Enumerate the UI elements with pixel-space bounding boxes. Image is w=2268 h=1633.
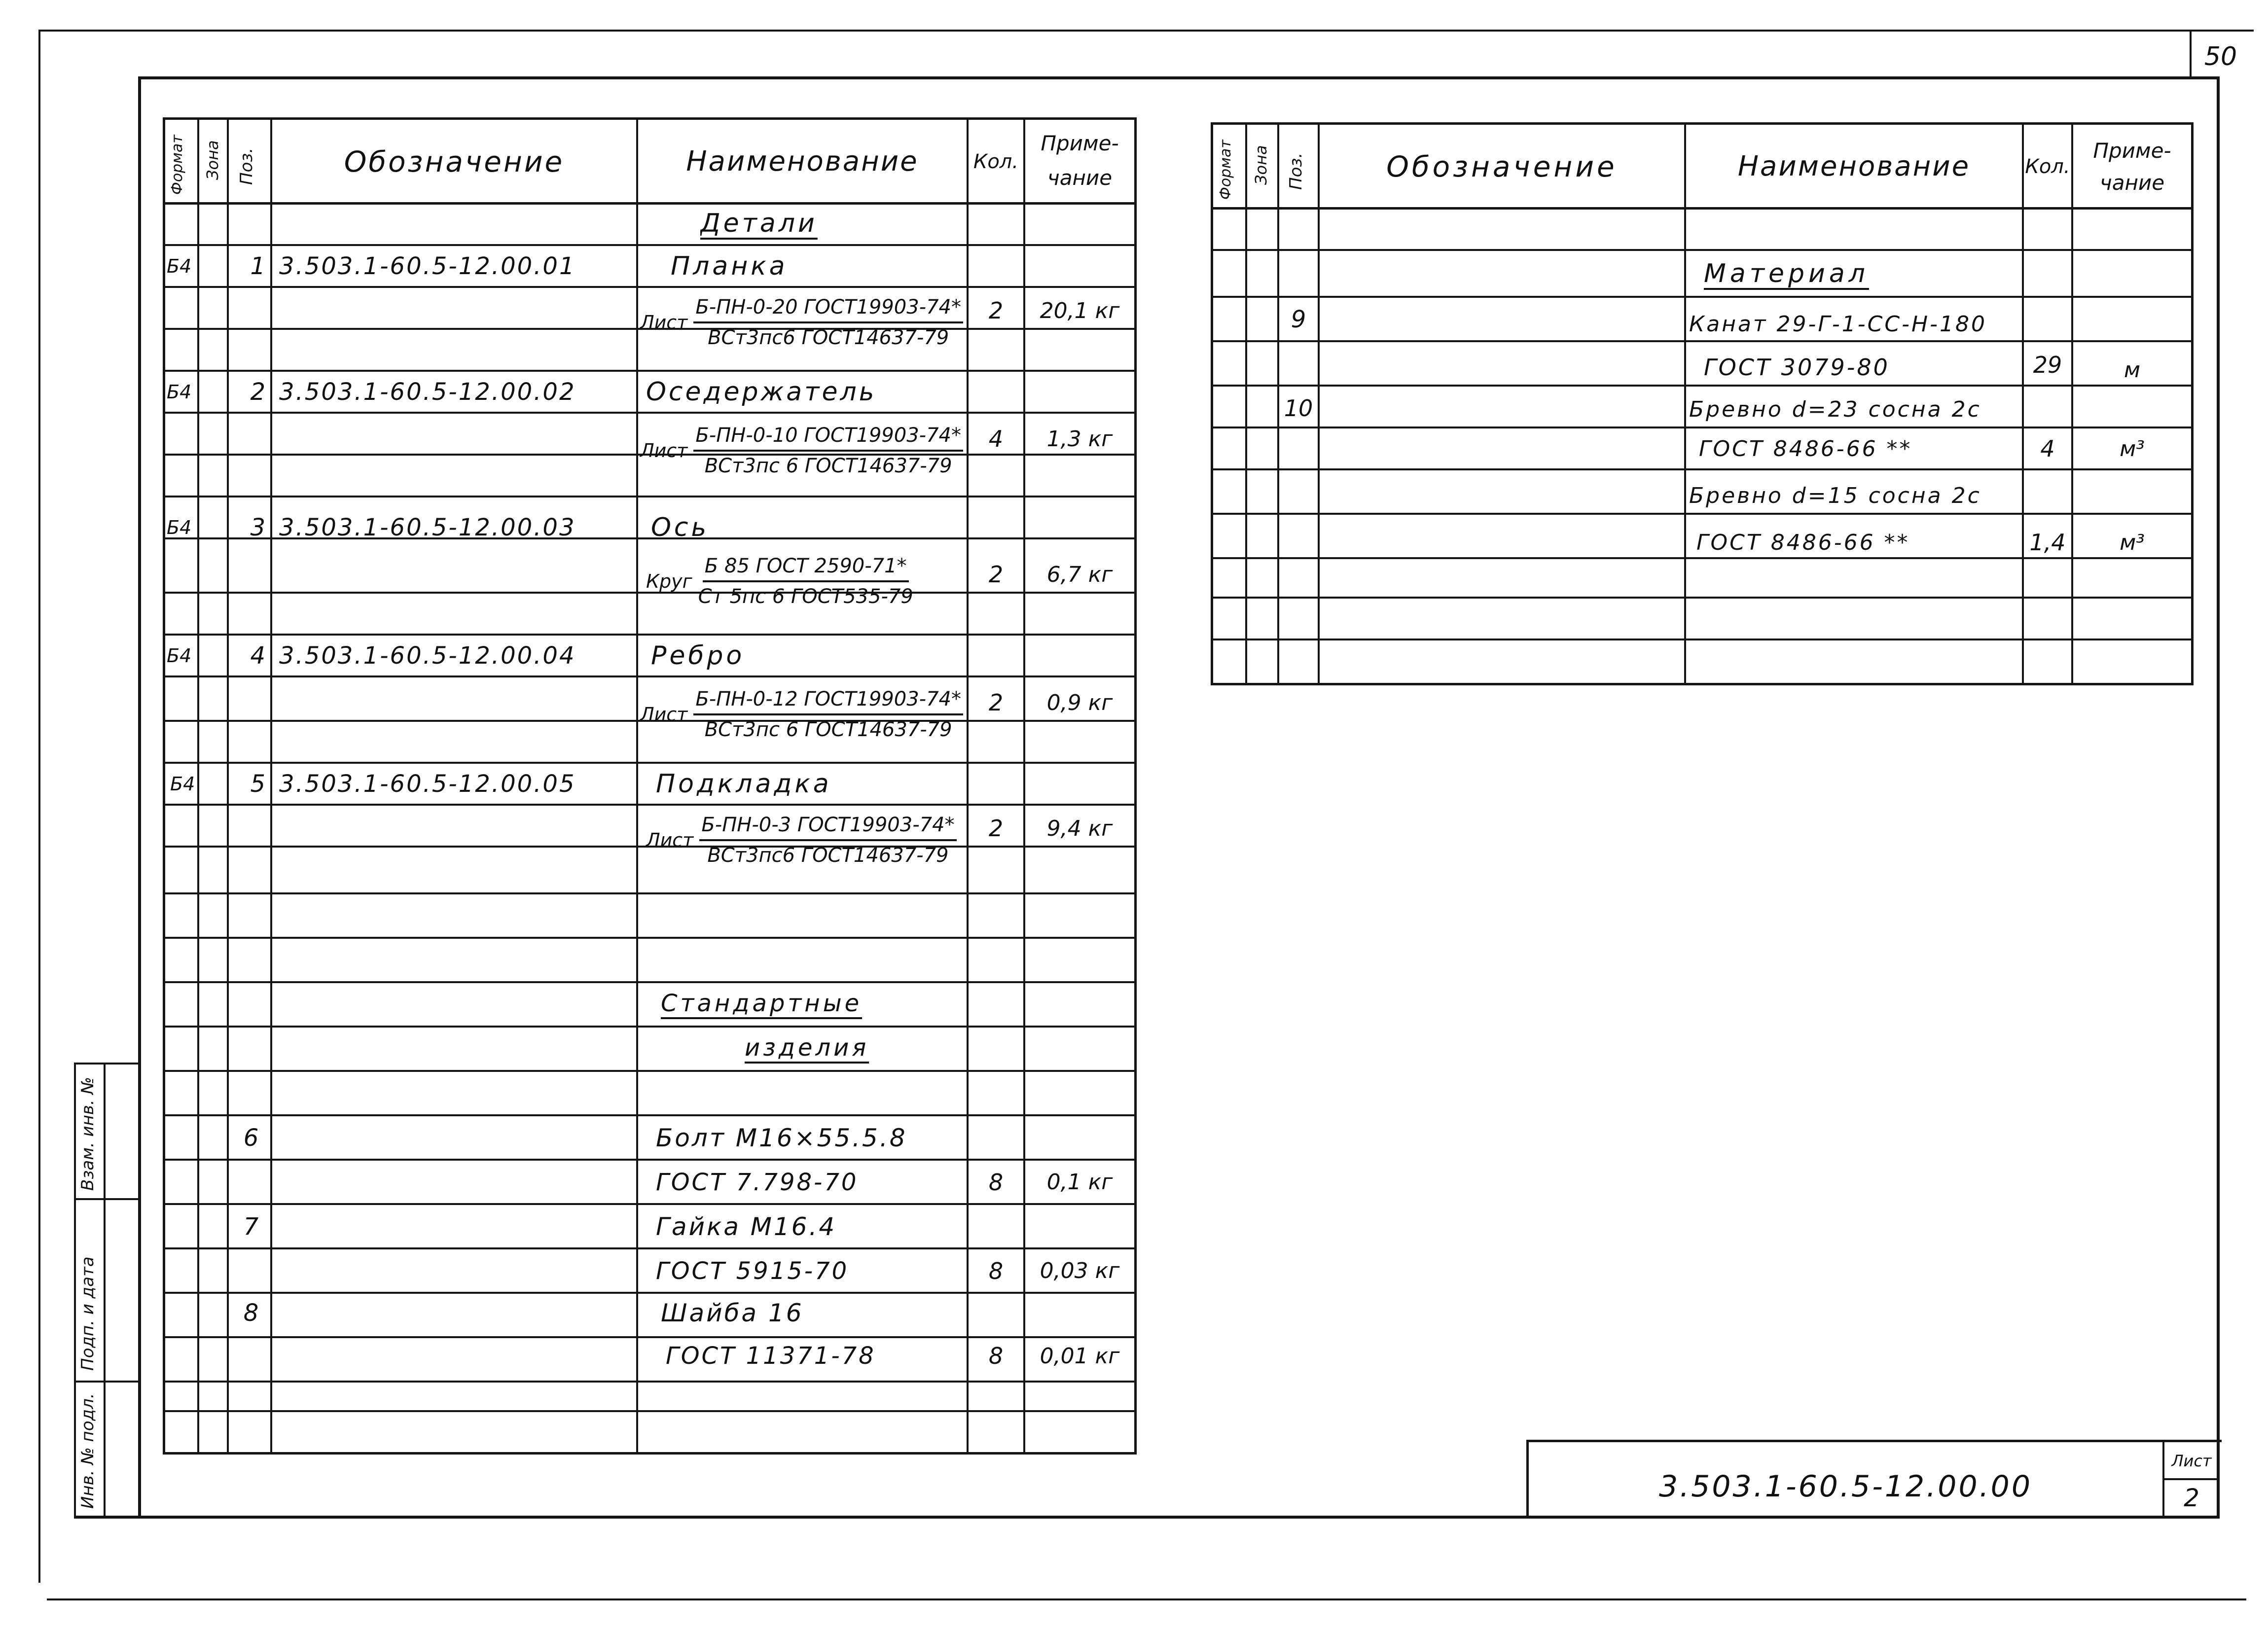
- item-3-note: 6,7 кг: [1046, 562, 1113, 587]
- r-row-3-pos: 10: [1284, 394, 1313, 422]
- item-4-name: Ребро: [651, 641, 745, 671]
- item-2-pos: 2: [250, 378, 265, 406]
- std-7-pos: 7: [243, 1212, 259, 1241]
- item-2-qty: 4: [988, 426, 1004, 452]
- r-row-4-note: м³: [2120, 436, 2145, 462]
- std-8-qty: 8: [988, 1343, 1004, 1369]
- std-6-name: Болт М16×55.5.8: [656, 1123, 907, 1152]
- item-1-format: Б4: [167, 255, 192, 277]
- left-header-designation: Обозначение: [344, 144, 565, 178]
- frame-top: [39, 30, 2254, 32]
- item-4-material-num: Б-ПН-0-12 ГОСТ19903-74*: [693, 688, 963, 715]
- r-row-4-qty: 4: [2040, 435, 2055, 462]
- item-2-designation: 3.503.1-60.5-12.00.02: [279, 378, 576, 406]
- item-1-note: 20,1 кг: [1040, 298, 1120, 323]
- item-1-qty: 2: [988, 297, 1004, 324]
- item-1-pos: 1: [250, 252, 265, 280]
- std-6-note: 0,1 кг: [1046, 1170, 1113, 1195]
- item-5-qty: 2: [988, 815, 1004, 842]
- right-header-format: Формат: [1217, 140, 1234, 200]
- std-7-qty: 8: [988, 1257, 1004, 1284]
- r-row-6-name: ГОСТ 8486-66 **: [1696, 530, 1910, 555]
- item-3-format: Б4: [167, 517, 192, 538]
- r-row-4-name: ГОСТ 8486-66 **: [1699, 436, 1912, 462]
- item-2-material-prefix: Лист: [640, 440, 688, 462]
- r-row-1-name: Канат 29-Г-1-СС-Н-180: [1689, 312, 1987, 337]
- item-3-material: [646, 555, 913, 608]
- left-header-name: Наименование: [686, 145, 919, 178]
- item-5-material-den: ВСт3пс6 ГОСТ14637-79: [707, 844, 949, 867]
- item-1-designation: 3.503.1-60.5-12.00.01: [279, 252, 576, 280]
- item-5-designation: 3.503.1-60.5-12.00.05: [279, 770, 576, 798]
- right-header-note-2: чание: [2099, 170, 2165, 195]
- item-4-qty: 2: [988, 689, 1004, 716]
- r-row-6-note: м³: [2120, 530, 2145, 555]
- inner-frame-bottom: [74, 1516, 2220, 1519]
- r-row-2-qty: 29: [2033, 352, 2062, 378]
- item-4-material-den: ВСт3пс 6 ГОСТ14637-79: [704, 718, 952, 741]
- sheet-number: 2: [2184, 1484, 2199, 1512]
- item-2-name: Оседержатель: [646, 377, 877, 407]
- item-5-note: 9,4 кг: [1046, 816, 1113, 841]
- item-3-material-num: Б 85 ГОСТ 2590-71*: [703, 555, 909, 582]
- item-5-pos: 5: [250, 770, 265, 798]
- r-row-3-name: Бревно d=23 сосна 2с: [1689, 396, 1981, 422]
- item-3-material-den: Ст 5пс 6 ГОСТ535-79: [698, 585, 913, 608]
- item-1-material-num: Б-ПН-0-20 ГОСТ19903-74*: [693, 296, 963, 323]
- right-header-zone: Зона: [1252, 145, 1270, 185]
- page-number: 50: [2204, 42, 2237, 71]
- std-8-gost: ГОСТ 11371-78: [666, 1342, 876, 1370]
- right-header-note-1: Приме-: [2093, 138, 2171, 163]
- item-4-material-prefix: Лист: [640, 704, 688, 725]
- std-6-qty: 8: [988, 1169, 1004, 1196]
- item-2-note: 1,3 кг: [1046, 426, 1113, 452]
- std-7-gost: ГОСТ 5915-70: [656, 1257, 849, 1285]
- item-4-designation: 3.503.1-60.5-12.00.04: [279, 642, 576, 670]
- document-code: 3.503.1-60.5-12.00.00: [1658, 1469, 2033, 1504]
- item-5-name: Подкладка: [656, 769, 832, 799]
- right-header-designation: Обозначение: [1386, 149, 1618, 183]
- item-4-format: Б4: [167, 645, 192, 667]
- item-1-material-den: ВСт3пс6 ГОСТ14637-79: [708, 326, 949, 349]
- stamp-inv-podl: Инв. № подл.: [78, 1393, 98, 1509]
- item-1-material: [640, 296, 963, 349]
- section-standard-2: изделия: [745, 1034, 869, 1062]
- item-3-material-prefix: Круг: [646, 570, 692, 592]
- inner-frame-left: [138, 76, 141, 1519]
- r-row-2-note: м: [2124, 357, 2141, 383]
- item-2-format: Б4: [167, 381, 192, 403]
- std-7-name: Гайка М16.4: [656, 1212, 837, 1241]
- std-8-pos: 8: [243, 1299, 259, 1327]
- item-5-material-prefix: Лист: [646, 829, 694, 851]
- right-header-name: Наименование: [1737, 150, 1971, 182]
- inner-frame-top: [138, 76, 2219, 79]
- r-row-6-qty: 1,4: [2029, 529, 2066, 556]
- left-header-pos: Поз.: [237, 147, 256, 185]
- item-2-material: [640, 424, 963, 477]
- left-header-note-1: Приме-: [1041, 131, 1119, 155]
- left-header-note-2: чание: [1047, 165, 1113, 190]
- item-3-pos: 3: [250, 514, 265, 541]
- section-details: Детали: [700, 208, 818, 238]
- r-row-2-name: ГОСТ 3079-80: [1704, 354, 1890, 381]
- section-material: Материал: [1704, 259, 1869, 288]
- item-4-note: 0,9 кг: [1046, 690, 1113, 715]
- stamp-podp-data: Подп. и дата: [78, 1256, 98, 1371]
- item-1-name: Планка: [671, 251, 788, 281]
- item-2-material-den: ВСт3пс 6 ГОСТ14637-79: [704, 455, 952, 477]
- left-header-zone: Зона: [203, 140, 222, 180]
- r-row-5-name: Бревно d=15 сосна 2с: [1689, 483, 1981, 508]
- r-row-1-pos: 9: [1291, 305, 1306, 333]
- std-8-name: Шайба 16: [661, 1298, 804, 1327]
- left-header-format: Формат: [169, 135, 186, 195]
- std-7-note: 0,03 кг: [1040, 1258, 1120, 1283]
- item-5-format: Б4: [170, 773, 195, 795]
- frame-left: [38, 30, 40, 1583]
- std-6-gost: ГОСТ 7.798-70: [656, 1168, 859, 1196]
- right-header-qty: Кол.: [2025, 155, 2070, 178]
- item-5-material-num: Б-ПН-0-3 ГОСТ19903-74*: [699, 814, 956, 841]
- right-header-pos: Поз.: [1286, 152, 1306, 190]
- std-8-note: 0,01 кг: [1040, 1343, 1120, 1369]
- frame-bottom-outer: [47, 1598, 2246, 1600]
- left-header-qty: Кол.: [973, 150, 1019, 173]
- stamp-vzam-inv: Взам. инв. №: [78, 1077, 98, 1191]
- item-1-material-prefix: Лист: [640, 312, 688, 333]
- item-2-material-num: Б-ПН-0-10 ГОСТ19903-74*: [693, 424, 963, 452]
- std-6-pos: 6: [243, 1124, 259, 1152]
- inner-frame-right: [2217, 76, 2220, 1519]
- section-standard-1: Стандартные: [661, 990, 863, 1017]
- item-3-designation: 3.503.1-60.5-12.00.03: [279, 514, 576, 541]
- item-4-material: [640, 688, 963, 741]
- sheet-label: Лист: [2171, 1452, 2212, 1470]
- item-3-qty: 2: [988, 561, 1004, 588]
- page-number-box-left: [2190, 30, 2192, 79]
- item-4-pos: 4: [250, 642, 265, 670]
- item-3-name: Ось: [651, 513, 710, 542]
- item-5-material: [646, 814, 957, 867]
